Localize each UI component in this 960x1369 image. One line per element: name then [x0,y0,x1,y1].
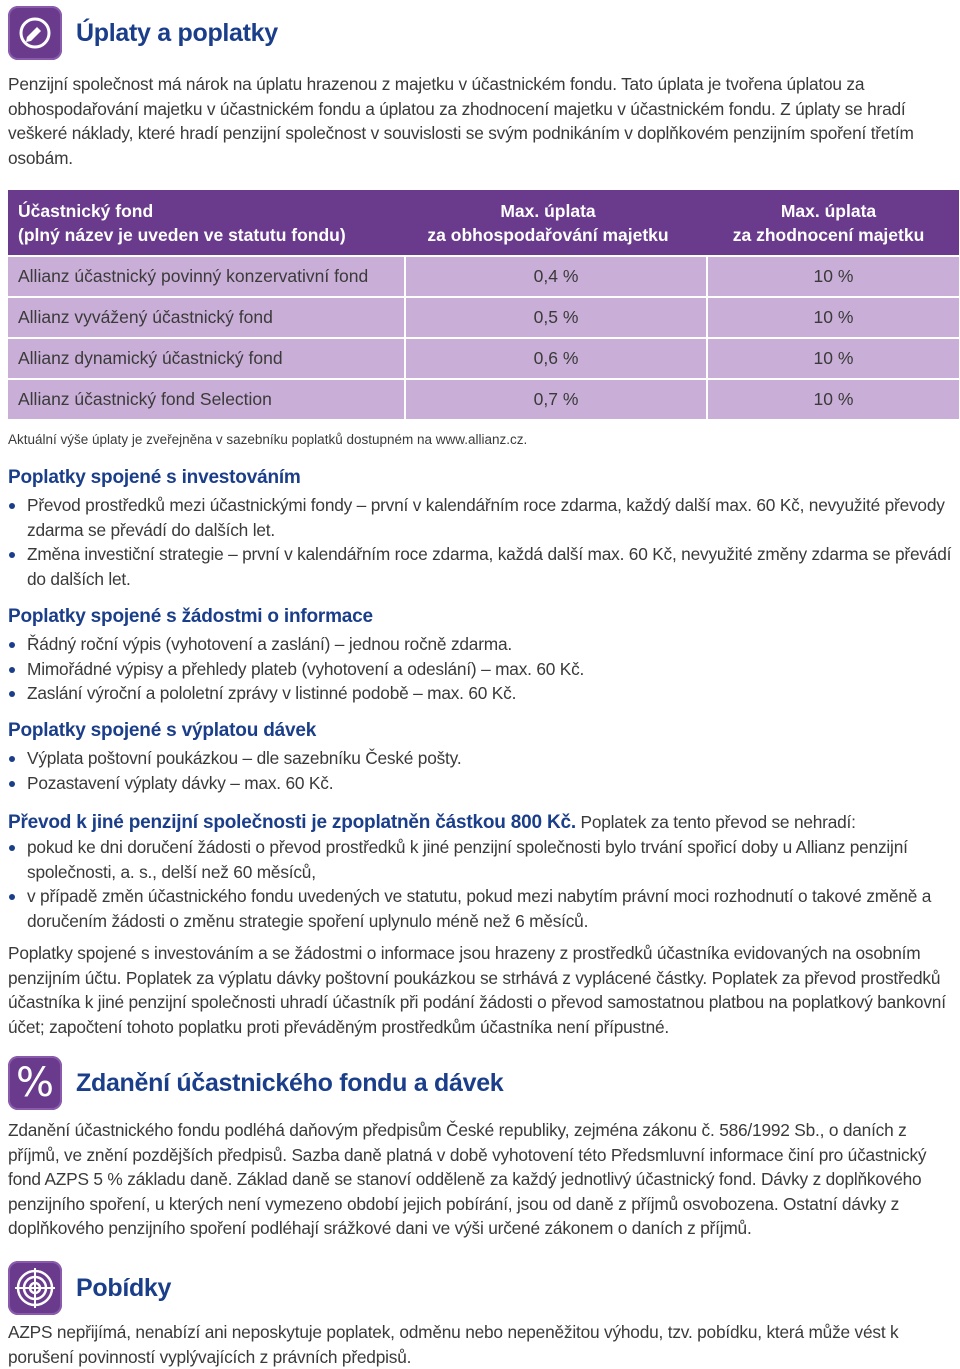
fees-section-header [8,5,278,61]
incentives-text: AZPS nepřijímá, nenabízí ani neposkytuje poplatek, odměnu nebo nepeněžitou výhodu, tzv. pobídku, která může vést k porušení povinností vyplývajících z právních předpisů. [8,1322,899,1367]
list-item: Mimořádné výpisy a přehledy plateb (vyhotovení a odeslání) – max. 60 Kč. [8,657,958,682]
table-row [8,257,959,296]
fees-section-title: Úplaty a poplatky [76,18,278,47]
pen-check-icon [8,6,62,60]
perf-fee: 10 % [708,298,959,337]
list-item: Změna investiční strategie – první v kalendářním roce zdarma, každá další max. 60 Kč, nevyužité změny zdarma se převádí do dalších let. [8,542,958,591]
header-perf-line2: za zhodnocení majetku [732,225,925,245]
header-perf-fee [698,190,959,255]
information-title: Poplatky spojené s žádostmi o informace [8,606,373,627]
incentives-section-header [8,1260,171,1316]
mgmt-fee: 0,5 % [406,298,706,337]
list-item: Pozastavení výplaty dávky – max. 60 Kč. [8,771,958,796]
perf-fee: 10 % [708,339,959,378]
tax-text: Zdanění účastnického fondu podléhá daňovým předpisům České republiky, zejména zákonu č. 586/1992 Sb., o daních z příjmů, ve znění pozdějších předpisů. Sazba daně platná v době vyhotovení této Předsmluvní informace činí pro účastnický fond AZPS 5 % základu daně. Základ daně se stanoví odděleně za každý jednotlivý účastnický fond. Dávky z doplňkového penzijního spoření, u kterých není vymezeno období jejich pobírání, jsou od daně z příjmů osvobozena. Ostatní dávky z doplňkového penzijního spoření podléhají srážkové dani ve výši určené zákonem o daních z příjmů. [8,1120,927,1238]
header-fund-line2: (plný název je uveden ve statutu fondu) [18,225,346,245]
tax-section-header [8,1055,503,1111]
payout-title: Poplatky spojené s výplatou dávek [8,720,317,741]
mgmt-fee: 0,7 % [406,380,706,419]
transfer-title: Převod k jiné penzijní společnosti je zpoplatněn částkou 800 Kč. [8,812,576,833]
list-item: Řádný roční výpis (vyhotovení a zaslání) – jednou ročně zdarma. [8,632,958,657]
table-row [8,339,959,378]
target-icon [8,1261,62,1315]
mgmt-fee: 0,6 % [406,339,706,378]
fees-intro: Penzijní společnost má nárok na úplatu hrazenou z majetku v účastnickém fondu. Tato úplata je tvořena úplatou za obhospodařování majetku v účastnickém fondu a úplatou za zhodnocení majetku v účastnickém fondu. Z úplaty se hradí veškeré náklady, které hradí penzijní společnost v souvislosti se svým podnikáním v doplňkovém penzijním spoření třetím osobám. [8,74,914,168]
table-row [8,380,959,419]
header-fund [8,190,398,255]
percent-glyph: % [15,1060,54,1106]
fund-name: Allianz účastnický povinný konzervativní fond [8,257,404,296]
fund-name: Allianz dynamický účastnický fond [8,339,404,378]
investing-title: Poplatky spojené s investováním [8,467,301,488]
header-mgmt-fee [398,190,698,255]
transfer-list [8,835,958,933]
transfer-subtitle: Poplatek za tento převod se nehradí: [575,812,856,832]
header-fund-line1: Účastnický fond [18,201,154,221]
payout-list [8,746,958,795]
information-list [8,632,958,706]
fund-name: Allianz vyvážený účastnický fond [8,298,404,337]
fee-table-header [8,190,959,255]
perf-fee: 10 % [708,380,959,419]
fee-note: Aktuální výše úplaty je zveřejněna v sazebníku poplatků dostupném na www.allianz.cz. [8,432,528,447]
transfer-heading [8,810,958,836]
fund-name: Allianz účastnický fond Selection [8,380,404,419]
list-item: Výplata poštovní poukázkou – dle sazebníku České pošty. [8,746,958,771]
fees-closing: Poplatky spojené s investováním a se žádostmi o informace jsou hrazeny z prostředků účastníka evidovaných na osobním penzijním účtu. Poplatek za výplatu dávky poštovní poukázkou se strhává z vyplácené částky. Poplatek za převod prostředků účastníka k jiné penzijní společnosti uhradí účastník při podání žádosti o převod samostatnou platbou na poplatkový bankovní účet; započtení tohoto poplatku proti převáděným prostředkům účastníka není přípustné. [8,943,946,1037]
fee-table [8,190,959,419]
header-mgmt-line2: za obhospodařování majetku [427,225,669,245]
mgmt-fee: 0,4 % [406,257,706,296]
perf-fee: 10 % [708,257,959,296]
table-row [8,298,959,337]
percent-icon [8,1056,62,1110]
investing-list [8,493,958,591]
header-mgmt-line1: Max. úplata [500,201,596,221]
list-item: pokud ke dni doručení žádosti o převod prostředků k jiné penzijní společnosti bylo trvání spořicí doby u Allianz penzijní společnosti, a. s., delší než 60 měsíců, [8,835,958,884]
header-perf-line1: Max. úplata [780,201,877,221]
tax-section-title: Zdanění účastnického fondu a dávek [76,1068,504,1097]
incentives-section-title: Pobídky [76,1273,172,1302]
list-item: v případě změn účastnického fondu uvedených ve statutu, pokud mezi nabytím právní moci rozhodnutí o takové změně a doručením žádosti o změnu strategie spoření uplynulo méně než 6 měsíců. [8,884,958,933]
list-item: Zaslání výroční a pololetní zprávy v listinné podobě – max. 60 Kč. [8,681,958,706]
list-item: Převod prostředků mezi účastnickými fondy – první v kalendářním roce zdarma, každý další max. 60 Kč, nevyužité převody zdarma se převádí do dalších let. [8,493,958,542]
